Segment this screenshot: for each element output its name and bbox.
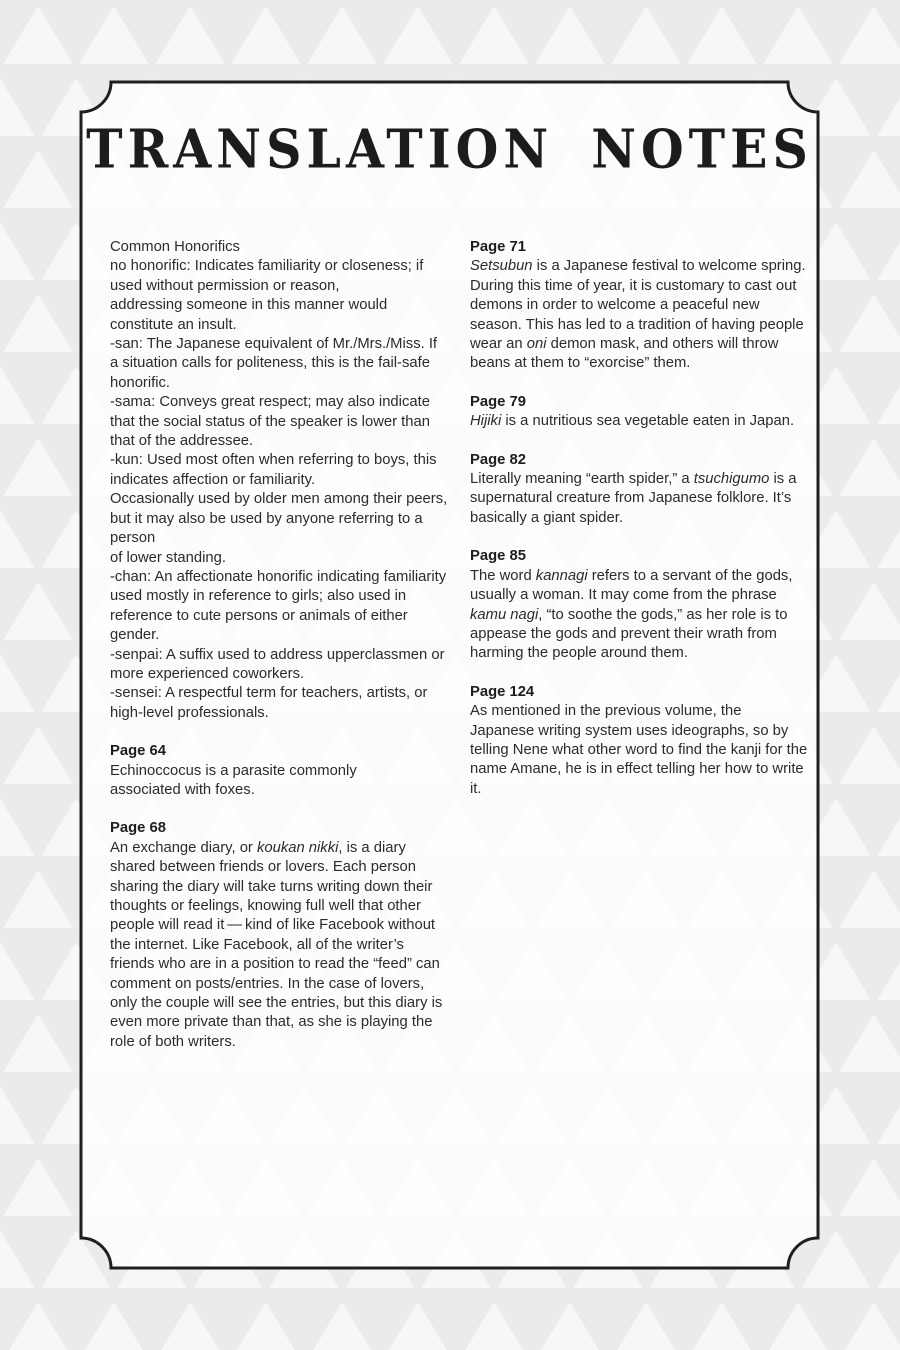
italic-term: koukan nikki: [256, 839, 339, 856]
text-run: -san: The Japanese equivalent of Mr./Mrs./Miss. If a situation calls for politeness, this is the fail-safe honorific.: [110, 336, 438, 391]
section: [110, 819, 448, 1052]
paragraph: [110, 451, 448, 490]
paragraph: [110, 490, 448, 548]
text-run: -sama: Conveys great respect; may also indicate that the social status of the speaker is lower than that of the addressee.: [110, 394, 430, 450]
paragraph: [110, 257, 448, 296]
italic-term: oni: [526, 336, 547, 353]
section: [470, 547, 808, 663]
italic-term: Setsubun: [470, 258, 533, 275]
text-run: demon mask, and others will throw beans at them to “exorcise” them.: [470, 336, 779, 372]
right-column: [470, 238, 808, 818]
text-run: is a Japanese festival to welcome spring. During this time of year, it is customary to cast out demons in order to welcome a peaceful new season. This has led to a tradition of having people wear an: [470, 258, 806, 353]
paragraph: [470, 470, 808, 528]
section-heading: Page 71: [470, 239, 526, 255]
text-run: addressing someone in this manner would constitute an insult.: [110, 297, 388, 333]
text-run: -kun: Used most often when referring to boys, this indicates affection or familiarity.: [110, 452, 437, 488]
text-run: refers to a servant of the gods, usually a woman. It may come from the phrase: [470, 567, 793, 604]
text-run: The word: [470, 567, 536, 584]
text-run: Occasionally used by older men among their peers, but it may also be used by anyone referring to a person: [110, 491, 448, 547]
text-run: is a nutritious sea vegetable eaten in Japan.: [501, 413, 795, 430]
text-run: As mentioned in the previous volume, the Japanese writing system uses ideographs, so by telling Nene what other word to find the kanji for the name Amane, he is in effect telling her how to write it.: [470, 703, 808, 797]
page-title: TRANSLATION NOTES: [86, 117, 813, 181]
paragraph: [110, 839, 448, 1052]
paragraph: [470, 567, 808, 664]
section-heading: Page 64: [110, 743, 166, 760]
section: [470, 683, 808, 799]
paragraph: [110, 568, 448, 646]
section: [470, 393, 808, 432]
italic-term: Hijiki: [470, 413, 502, 430]
text-run: , is a diary shared between friends or lovers. Each person sharing the diary will take turns writing down their thoughts or feelings, knowing full well that other people will read it — kind of like Facebook without the internet. Like Facebook, all of the writer’s friends who are in a position to read the “feed” can comment on posts/entries. In the case of lovers, only the couple will see the entries, but this diary is even more private than that, as she is playing the role of both writers.: [110, 839, 443, 1050]
section-heading: Page 85: [470, 548, 526, 565]
paragraph: [110, 393, 448, 451]
section: [470, 238, 808, 374]
section-heading: Page 124: [470, 683, 535, 700]
paragraph: [110, 762, 448, 781]
text-run: , “to soothe the gods,” as her role is to appease the gods and prevent their wrath from harming the people around them.: [470, 606, 788, 662]
paragraph: [470, 257, 808, 373]
paragraph: [110, 549, 448, 568]
left-column: [110, 238, 448, 1071]
italic-term: kamu nagi: [470, 606, 539, 623]
section: [110, 742, 448, 800]
text-run: -chan: An affectionate honorific indicating familiarity used mostly in reference to girls; also used in reference to cute persons or animals of either gender.: [110, 568, 447, 644]
text-run: no honorific: Indicates familiarity or closeness; if used without permission or reason,: [110, 258, 424, 294]
section: [110, 238, 448, 723]
text-run: of lower standing.: [110, 549, 226, 566]
italic-term: tsuchigumo: [693, 471, 770, 488]
text-run: An exchange diary, or: [110, 839, 257, 856]
paragraph: [110, 296, 448, 335]
text-run: -sensei: A respectful term for teachers, artists, or high-level professionals.: [110, 685, 428, 721]
section: [470, 451, 808, 529]
text-run: is a supernatural creature from Japanese folklore. It’s basically a giant spider.: [470, 471, 797, 526]
paragraph: [470, 412, 808, 431]
section-heading: Page 68: [110, 820, 166, 837]
italic-term: kannagi: [535, 567, 588, 584]
paragraph: [110, 335, 448, 393]
paragraph: [110, 646, 448, 685]
text-run: Echinoccocus is a parasite commonly: [110, 762, 357, 779]
text-run: Literally meaning “earth spider,” a: [470, 471, 694, 488]
section-heading: Common Honorifics: [110, 239, 240, 255]
paragraph: [110, 684, 448, 723]
section-heading: Page 79: [470, 393, 526, 410]
paragraph: [470, 702, 808, 799]
text-run: -senpai: A suffix used to address upperclassmen or more experienced coworkers.: [110, 646, 445, 682]
paragraph: [110, 781, 448, 800]
section-heading: Page 82: [470, 451, 526, 468]
text-run: associated with foxes.: [110, 781, 255, 798]
